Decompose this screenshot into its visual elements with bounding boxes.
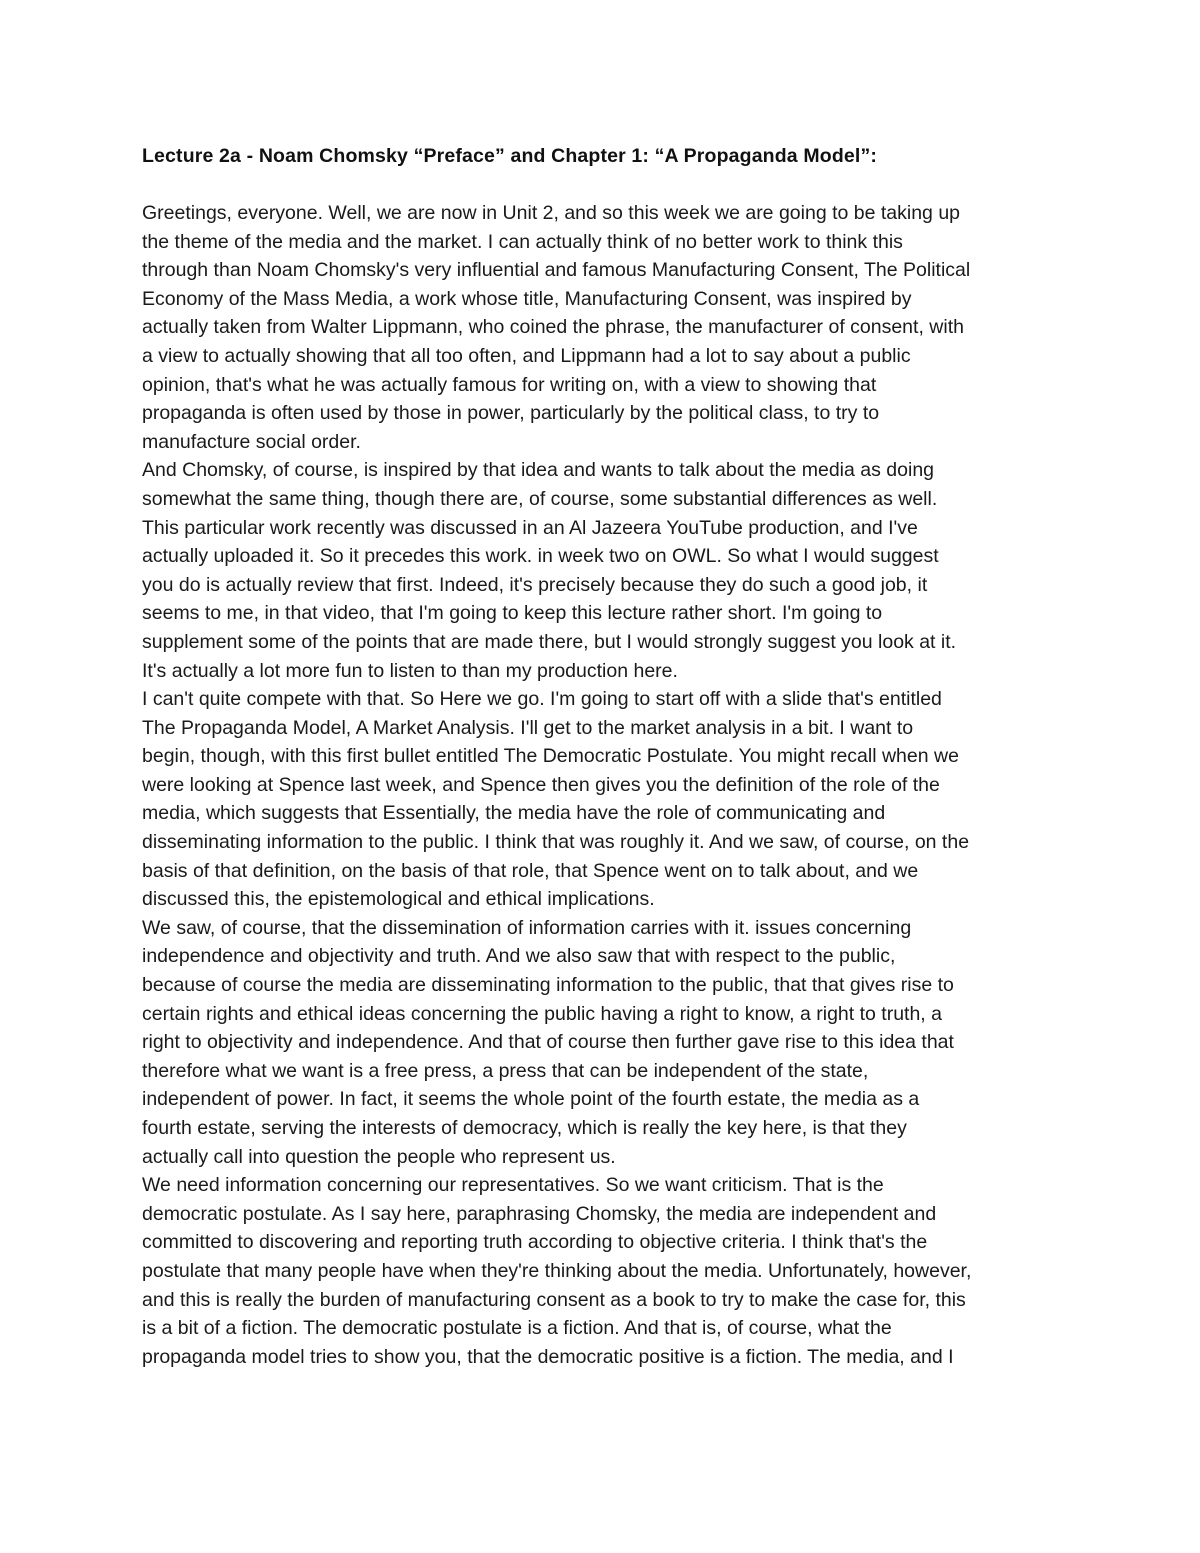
body-text-line: actually uploaded it. So it precedes this work. in week two on OWL. So what I would suggest [142,545,939,568]
body-text-line: because of course the media are disseminating information to the public, that that gives rise to [142,974,954,997]
body-text-line: It's actually a lot more fun to listen to than my production here. [142,659,678,682]
body-text-line: And Chomsky, of course, is inspired by that idea and wants to talk about the media as doing [142,459,935,482]
body-text-line: Economy of the Mass Media, a work whose title, Manufacturing Consent, was inspired by [142,287,912,310]
body-text-line: propaganda model tries to show you, that the democratic positive is a fiction. The media, and I [142,1345,954,1368]
body-text-line: seems to me, in that video, that I'm going to keep this lecture rather short. I'm going to [142,602,883,625]
body-text-line: independence and objectivity and truth. And we also saw that with respect to the public, [142,945,896,968]
document-title: Lecture 2a - Noam Chomsky “Preface” and Chapter 1: “A Propaganda Model”: [142,145,877,167]
body-text-line: committed to discovering and reporting truth according to objective criteria. I think that's the [142,1231,928,1254]
body-text-line: actually call into question the people who represent us. [142,1145,616,1168]
body-text-line: actually taken from Walter Lippmann, who coined the phrase, the manufacturer of consent, with [142,316,964,339]
body-text-line: I can't quite compete with that. So Here we go. I'm going to start off with a slide that's entitled [142,688,942,711]
document-body [142,199,1082,1371]
body-text-line: We saw, of course, that the dissemination of information carries with it. issues concerning [142,916,912,939]
body-text-line: We need information concerning our representatives. So we want criticism. That is the [142,1174,884,1197]
body-text-line: disseminating information to the public. I think that was roughly it. And we saw, of course, on the [142,831,970,854]
body-text-line: fourth estate, serving the interests of democracy, which is really the key here, is that they [142,1117,907,1139]
body-text-line: postulate that many people have when they're thinking about the media. Unfortunately, however, [142,1259,972,1282]
body-text-line: you do is actually review that first. Indeed, it's precisely because they do such a good job, it [142,573,928,596]
body-text-line: is a bit of a fiction. The democratic postulate is a fiction. And that is, of course, what the [142,1317,892,1340]
body-text-line: Greetings, everyone. Well, we are now in Unit 2, and so this week we are going to be taking up [142,202,961,224]
body-text-line: opinion, that's what he was actually famous for writing on, with a view to showing that [142,373,877,396]
body-text-line: media, which suggests that Essentially, the media have the role of communicating and [142,802,886,825]
body-text-line: certain rights and ethical ideas concerning the public having a right to know, a right to truth, a [142,1002,942,1025]
body-text-line: discussed this, the epistemological and ethical implications. [142,888,655,911]
body-text-line: supplement some of the points that are made there, but I would strongly suggest you look at it. [142,630,957,653]
body-text-line: somewhat the same thing, though there are, of course, some substantial differences as well. [142,487,938,510]
body-text-line: basis of that definition, on the basis of that role, that Spence went on to talk about, and we [142,859,919,882]
body-text-line: independent of power. In fact, it seems the whole point of the fourth estate, the media as a [142,1088,920,1111]
body-text-line: right to objectivity and independence. And that of course then further gave rise to this idea that [142,1031,954,1054]
body-text-line: a view to actually showing that all too often, and Lippmann had a lot to say about a public [142,344,911,367]
body-text-line: propaganda is often used by those in power, particularly by the political class, to try to [142,402,880,425]
body-text-line: were looking at Spence last week, and Spence then gives you the definition of the role of the [142,773,940,796]
body-text-line: and this is really the burden of manufacturing consent as a book to try to make the case for, this [142,1288,966,1311]
body-text-line: the theme of the media and the market. I can actually think of no better work to think this [142,230,903,253]
body-text-line: therefore what we want is a free press, a press that can be independent of the state, [142,1059,869,1082]
body-text-line: This particular work recently was discussed in an Al Jazeera YouTube production, and I've [142,516,918,539]
body-text-line: The Propaganda Model, A Market Analysis. I'll get to the market analysis in a bit. I want to [142,716,914,739]
body-text-line: through than Noam Chomsky's very influential and famous Manufacturing Consent, The Political [142,259,971,282]
body-text-line: begin, though, with this first bullet entitled The Democratic Postulate. You might recall when we [142,745,959,768]
body-text-line: manufacture social order. [142,430,361,453]
body-text-line: democratic postulate. As I say here, paraphrasing Chomsky, the media are independent and [142,1202,937,1225]
